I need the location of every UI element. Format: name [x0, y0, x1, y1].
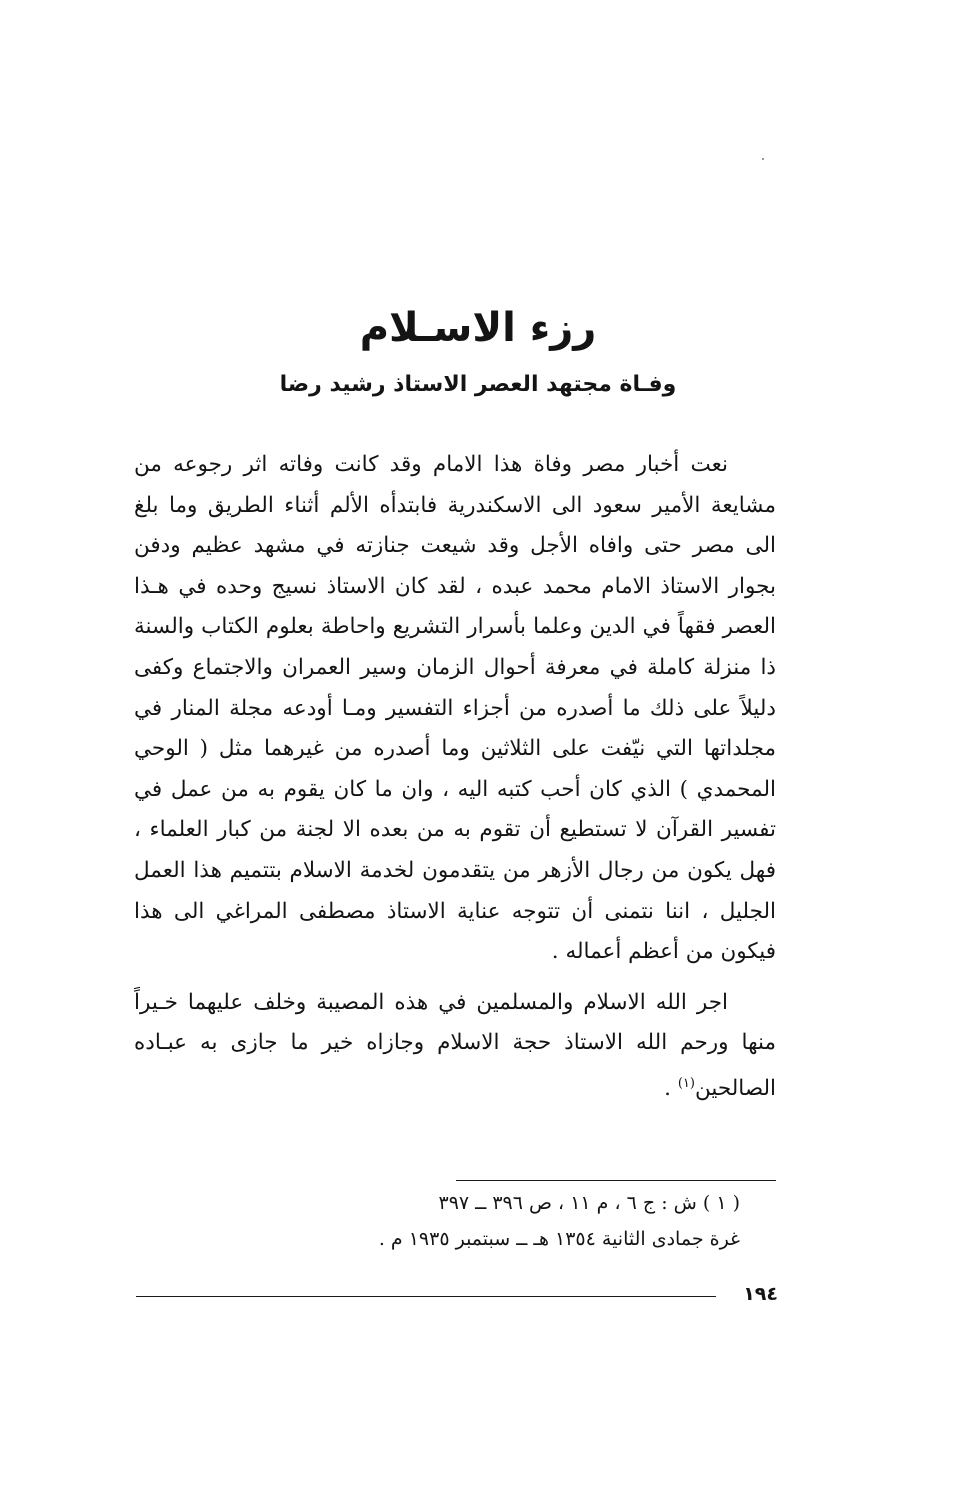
footnote-reference: (١): [677, 1075, 695, 1091]
footnotes: [200, 1185, 740, 1257]
page-title: رزء الاسـلام: [359, 305, 597, 351]
footnote-date: غرة جمادى الثانية ١٣٥٤ هـ ــ سبتمبر ١٩٣٥ م .: [378, 1228, 740, 1250]
footnote-source: ( ١ ) ش : ج ٦ ، م ١١ ، ص ٣٩٦ ــ ٣٩٧: [438, 1192, 740, 1214]
paragraph-1: نعت أخبار مصر وفاة هذا الامام وقد كانت وفاته اثر رجوعه من مشايعة الأمير سعود الى الاسكندرية فابتدأه الألم أثناء الطريق وما بلغ الى مصر حتى وافاه الأجل وقد شيعت جنازته في مشهد عظيم ودفن بجوار الاستاذ الامام محمد عبده ، لقد كان الاستاذ نسيج وحده في هـذا العصر فقهاً في الدين وعلما بأسرار التشريع واحاطة بعلوم الكتاب والسنة ذا منزلة كاملة في معرفة أحوال الزمان وسير العمران والاجتماع وكفى دليلاً على ذلك ما أصدره من أجزاء التفسير ومـا أودعه مجلة المنار في مجلداتها التي نيّفت على الثلاثين وما أصدره من غيرهما مثل ( الوحي المحمدي ) الذي كان أحب كتبه اليه ، وان ما كان يقوم به من عمل في تفسير القرآن لا تستطيع أن تقوم به من بعده الا لجنة من كبار العلماء ، فهل يكون من رجال الأزهر من يتقدمون لخدمة الاسلام بتتميم هذا العمل الجليل ، اننا نتمنى أن تتوجه عناية الاستاذ مصطفى المراغي الى هذا فيكون من أعظم أعماله .: [134, 452, 776, 965]
paragraph-2-text: اجر الله الاسلام والمسلمين في هذه المصيبة وخلف عليهما خـيراً منها ورحم الله الاستاذ حجة الاسلام وجازاه خير ما جازى به عبـاده الصالحين: [134, 989, 776, 1102]
page-number: ١٩٤: [743, 1283, 778, 1305]
scan-speck: [762, 158, 764, 160]
footnote-separator: [456, 1180, 776, 1181]
paragraph-2-end: .: [664, 1076, 678, 1102]
paragraph-2: [134, 983, 776, 1110]
article-body: [134, 445, 776, 1110]
footer-rule: [136, 1296, 716, 1297]
page-subtitle: وفـاة مجتهد العصر الاستاذ رشيد رضا: [279, 372, 677, 397]
